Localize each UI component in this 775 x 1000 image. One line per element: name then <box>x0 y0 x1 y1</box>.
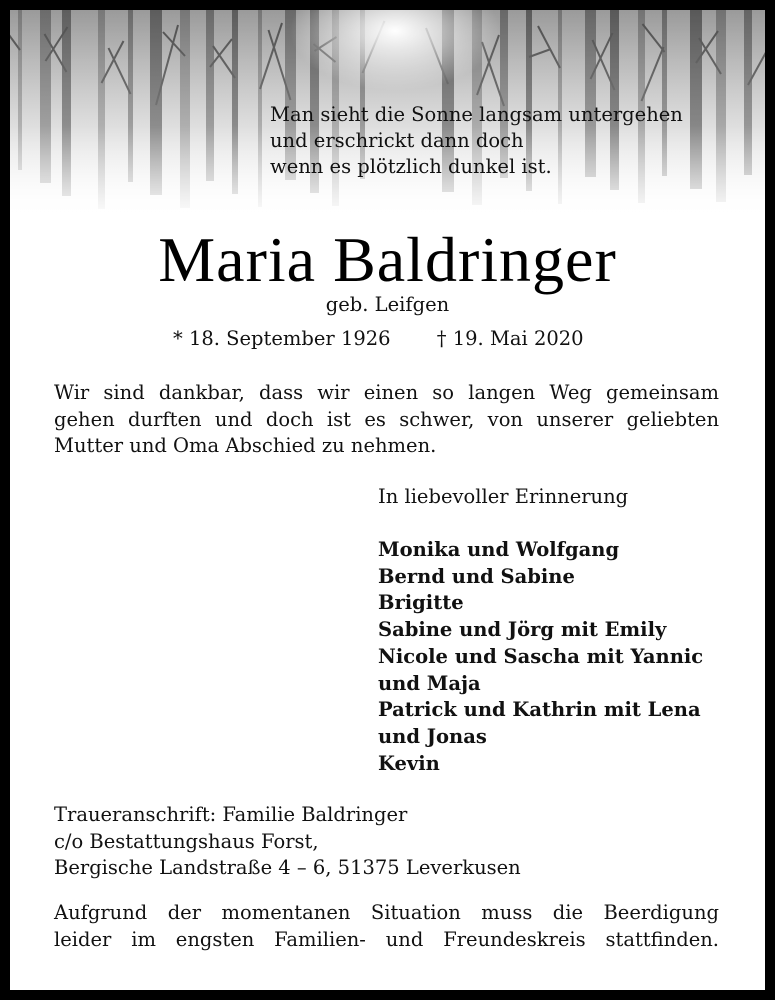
mourning-address <box>54 802 521 882</box>
family-member: Monika und Wolfgang <box>378 538 620 561</box>
message-line: Mutter und Oma Abschied zu nehmen. <box>54 434 437 457</box>
address-line: Traueranschrift: Familie Baldringer <box>54 803 408 826</box>
message-line: gehen durften und doch ist es schwer, von unserer geliebten <box>54 407 719 431</box>
memory-line: In liebevoller Erinnerung <box>378 485 629 508</box>
family-member: Kevin <box>378 751 440 775</box>
note-line: Aufgrund der momentanen Situation muss die Beerdigung <box>54 901 719 924</box>
family-member: Patrick und Kathrin mit Lena <box>378 698 701 722</box>
family-member: Nicole und Sascha mit Yannic <box>378 644 704 668</box>
family-member: und Maja <box>378 671 481 695</box>
address-line: c/o Bestattungshaus Forst, <box>54 829 319 853</box>
note-line: leider im engsten Familien- und Freundeskreis stattfinden. <box>54 927 719 951</box>
deceased-name: Maria Baldringer <box>158 224 617 295</box>
family-list <box>378 537 703 777</box>
poem-verse <box>270 102 683 180</box>
life-dates <box>173 326 584 352</box>
birth-date: * 18. September 1926 <box>173 327 391 350</box>
birth-name: geb. Leifgen <box>325 293 450 316</box>
family-member: Brigitte <box>378 591 464 615</box>
family-member: und Jonas <box>378 724 487 748</box>
poem-line: Man sieht die Sonne langsam untergehen <box>270 103 683 126</box>
poem-line: und erschrickt dann doch <box>270 129 524 152</box>
address-line: Bergische Landstraße 4 – 6, 51375 Leverkusen <box>54 856 521 879</box>
poem-line: wenn es plötzlich dunkel ist. <box>270 155 552 178</box>
funeral-note <box>54 900 719 953</box>
family-member: Sabine und Jörg mit Emily <box>378 618 667 642</box>
message-line: Wir sind dankbar, dass wir einen so langen Weg gemeinsam <box>54 381 719 404</box>
family-member: Bernd und Sabine <box>378 564 575 588</box>
gratitude-message <box>54 380 719 460</box>
death-date: † 19. Mai 2020 <box>436 327 584 350</box>
